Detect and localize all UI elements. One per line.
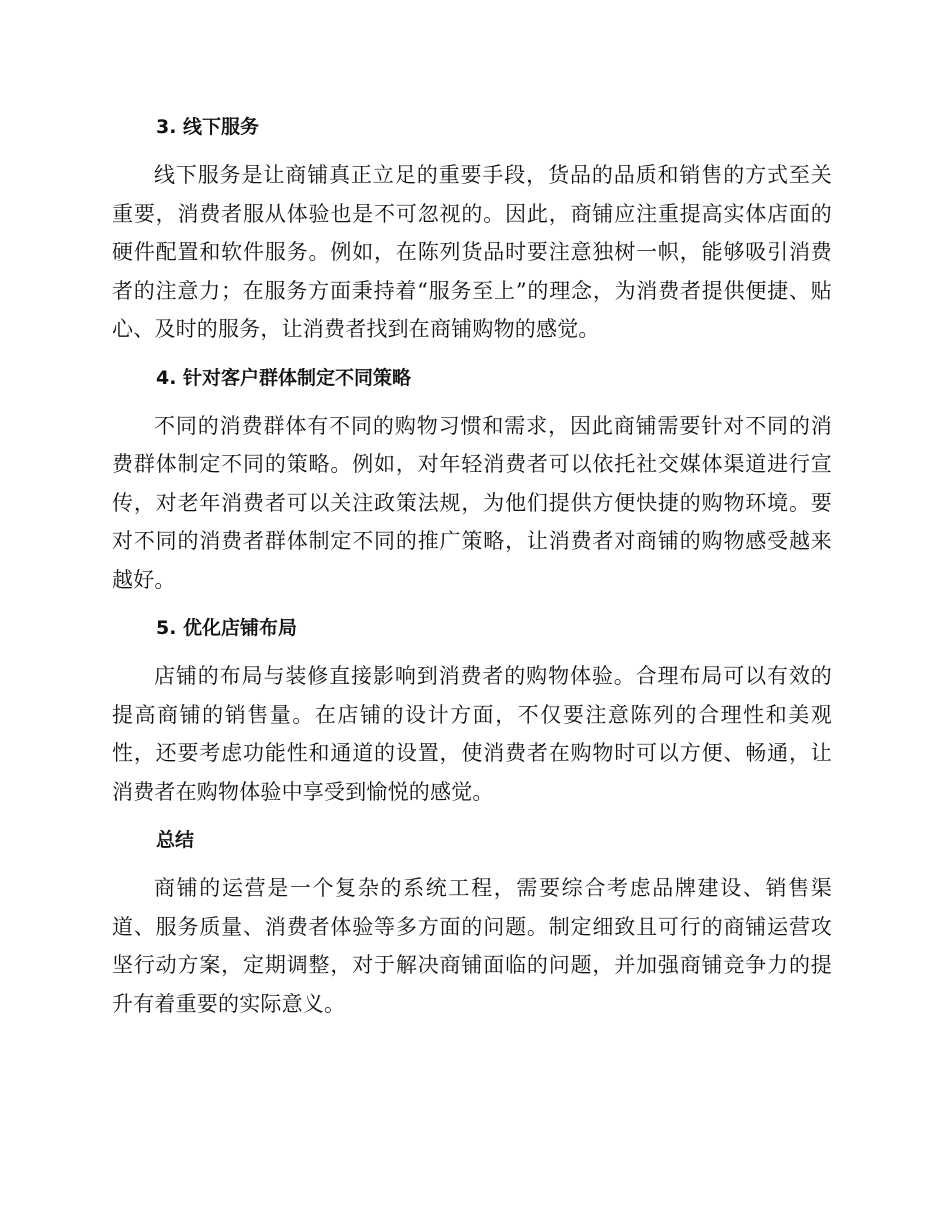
section-store-layout: [112, 609, 832, 811]
section-paragraph: 线下服务是让商铺真正立足的重要手段，货品的品质和销售的方式至关重要，消费者服从体验也是不可忽视的。因此，商铺应注重提高实体店面的硬件配置和软件服务。例如，在陈列货品时要注意独树一帜，能够吸引消费者的注意力；在服务方面秉持着“服务至上”的理念，为消费者提供便捷、贴心、及时的服务，让消费者找到在商铺购物的感觉。: [112, 163, 832, 341]
section-heading: 5. 优化店铺布局: [156, 617, 298, 639]
document-page: [112, 108, 832, 1033]
section-customer-strategy: [112, 359, 832, 600]
section-paragraph: 商铺的运营是一个复杂的系统工程，需要综合考虑品牌建设、销售渠道、服务质量、消费者体验等多方面的问题。制定细致且可行的商铺运营攻坚行动方案，定期调整，对于解决商铺面临的问题，并加强商铺竞争力的提升有着重要的实际意义。: [112, 876, 832, 1016]
section-heading: 总结: [156, 829, 195, 851]
section-summary: [112, 821, 832, 1023]
section-heading: 3. 线下服务: [156, 116, 260, 138]
section-offline-service: [112, 108, 832, 349]
section-paragraph: 不同的消费群体有不同的购物习惯和需求，因此商铺需要针对不同的消费群体制定不同的策略。例如，对年轻消费者可以依托社交媒体渠道进行宣传，对老年消费者可以关注政策法规，为他们提供方便快捷的购物环境。要对不同的消费者群体制定不同的推广策略，让消费者对商铺的购物感受越来越好。: [112, 413, 832, 592]
section-heading: 4. 针对客户群体制定不同策略: [156, 366, 412, 389]
section-paragraph: 店铺的布局与装修直接影响到消费者的购物体验。合理布局可以有效的提高商铺的销售量。在店铺的设计方面，不仅要注意陈列的合理性和美观性，还要考虑功能性和通道的设置，使消费者在购物时可以方便、畅通，让消费者在购物体验中享受到愉悦的感觉。: [112, 664, 832, 804]
